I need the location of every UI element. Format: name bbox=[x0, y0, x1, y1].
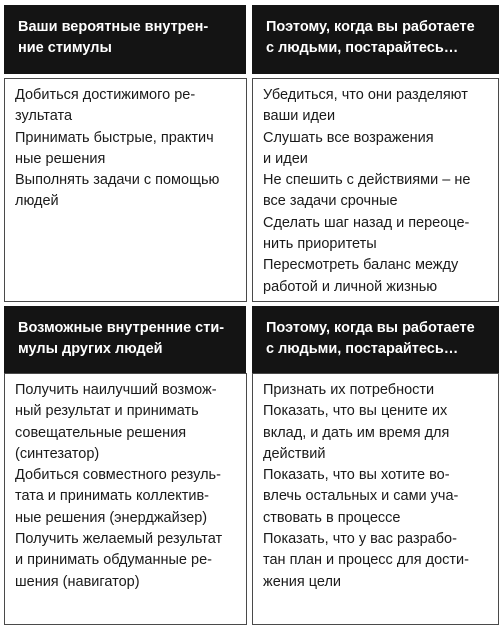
cell-line: тан план и процесс для дости- bbox=[263, 552, 469, 569]
header-line: с людьми, постарайтесь… bbox=[266, 341, 459, 357]
cell-line: (синтезатор) bbox=[15, 445, 100, 462]
cell-line: действий bbox=[263, 445, 326, 462]
cell-line: влечь остальных и сами уча- bbox=[263, 488, 459, 505]
cell-line: Пересмотреть баланс между bbox=[263, 257, 459, 274]
cell-line: Показать, что вы цените их bbox=[263, 403, 448, 420]
cell-line: и идеи bbox=[263, 150, 308, 167]
cell-own-stimuli bbox=[4, 78, 247, 302]
cell-line: Добиться совместного резуль- bbox=[15, 467, 221, 484]
cell-line: тата и принимать коллектив- bbox=[15, 488, 210, 505]
cell-line: Показать, что у вас разрабо- bbox=[263, 531, 457, 548]
cell-line: вклад, и дать им время для bbox=[263, 424, 450, 441]
cell-others-stimuli bbox=[4, 373, 247, 625]
cell-line: ный результат и принимать bbox=[15, 403, 199, 420]
header-line: Поэтому, когда вы работаете bbox=[266, 19, 475, 35]
header-recommendations-1 bbox=[252, 5, 499, 74]
cell-line: Не спешить с действиями – не bbox=[263, 172, 471, 189]
cell-recommendations-2 bbox=[252, 373, 499, 625]
header-line: Ваши вероятные внутрен- bbox=[18, 19, 209, 35]
cell-line: работой и личной жизнью bbox=[263, 278, 438, 295]
header-others-stimuli bbox=[4, 306, 246, 373]
cell-line: зультата bbox=[15, 108, 73, 125]
cell-recommendations-1 bbox=[252, 78, 499, 302]
cell-line: людей bbox=[15, 193, 59, 210]
cell-line: все задачи срочные bbox=[263, 193, 398, 210]
cell-line: ные решения bbox=[15, 150, 106, 167]
cell-line: Признать их потребности bbox=[263, 382, 435, 398]
header-line: Возможные внутренние сти- bbox=[18, 320, 225, 336]
cell-line: Добиться достижимого ре- bbox=[15, 87, 196, 103]
header-line: Поэтому, когда вы работаете bbox=[266, 320, 475, 336]
cell-line: совещательные решения bbox=[15, 424, 187, 441]
cell-line: Получить желаемый результат bbox=[15, 531, 223, 548]
cell-line: ные решения (энерджайзер) bbox=[15, 509, 208, 526]
header-line: с людьми, постарайтесь… bbox=[266, 40, 459, 56]
cell-line: нить приоритеты bbox=[263, 236, 377, 253]
cell-line: Выполнять задачи с помощью bbox=[15, 172, 220, 189]
cell-line: Показать, что вы хотите во- bbox=[263, 467, 450, 484]
cell-line: ствовать в процессе bbox=[263, 509, 401, 526]
cell-line: жения цели bbox=[263, 573, 342, 590]
cell-line: Принимать быстрые, практич bbox=[15, 129, 214, 146]
header-line: ние стимулы bbox=[18, 40, 112, 56]
cell-line: шения (навигатор) bbox=[15, 573, 140, 590]
cell-line: Сделать шаг назад и переоце- bbox=[263, 214, 470, 231]
header-line: мулы других людей bbox=[18, 341, 163, 357]
cell-line: Получить наилучший возмож- bbox=[15, 382, 217, 398]
header-own-stimuli bbox=[4, 5, 246, 74]
cell-line: и принимать обдуманные ре- bbox=[15, 552, 212, 569]
cell-line: ваши идеи bbox=[263, 108, 336, 125]
cell-line: Слушать все возражения bbox=[263, 129, 434, 146]
header-recommendations-2 bbox=[252, 306, 499, 373]
cell-line: Убедиться, что они разделяют bbox=[263, 87, 468, 103]
